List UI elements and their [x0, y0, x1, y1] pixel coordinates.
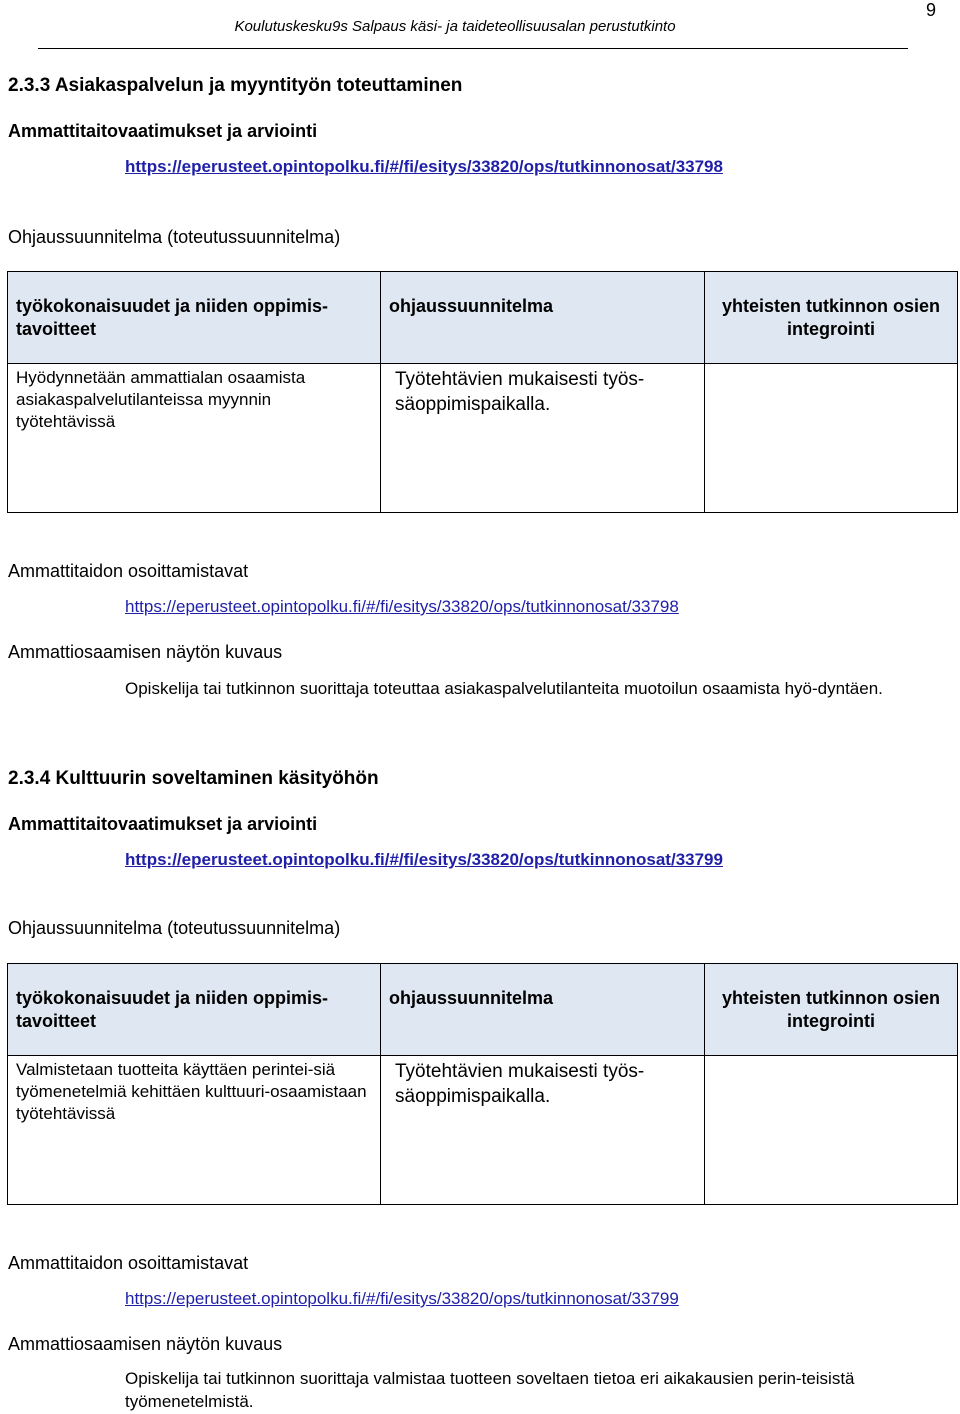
column-header-guidance-plan: ohjaussuunnitelma: [381, 964, 705, 1056]
section-heading-2-3-4: 2.3.4 Kulttuurin soveltaminen käsityöhön: [8, 768, 379, 789]
demonstration-label: Ammattitaidon osoittamistavat: [8, 561, 249, 581]
requirements-label: Ammattitaitovaatimukset ja arviointi: [8, 121, 318, 141]
demonstration-label: Ammattitaidon osoittamistavat: [8, 1253, 249, 1273]
plan-table-header-row: [8, 964, 958, 1056]
page-number: 9: [925, 0, 936, 20]
plan-table: [7, 271, 958, 513]
plan-label: Ohjaussuunnitelma (toteutussuunnitelma): [8, 227, 341, 247]
column-header-work-units: työkokonaisuudet ja niiden oppimis-tavoitteet: [8, 964, 381, 1056]
section-heading-2-3-3: 2.3.3 Asiakaspalvelun ja myyntityön toteuttaminen: [8, 75, 463, 96]
demonstration-link[interactable]: https://eperusteet.opintopolku.fi/#/fi/esitys/33820/ops/tutkinnonosat/33798: [125, 597, 679, 616]
description-label: Ammattiosaamisen näytön kuvaus: [8, 1334, 283, 1354]
cell-guidance-plan: Työtehtävien mukaisesti työs-säoppimispaikalla.: [381, 364, 705, 513]
plan-table-row: [8, 1056, 958, 1205]
description-text: Opiskelija tai tutkinnon suorittaja valmistaa tuotteen soveltaen tietoa eri aikakausien perin-teisistä työmenetelmistä.: [125, 1369, 855, 1411]
description-label: Ammattiosaamisen näytön kuvaus: [8, 642, 283, 662]
cell-guidance-plan: Työtehtävien mukaisesti työs-säoppimispaikalla.: [381, 1056, 705, 1205]
cell-work-units: Hyödynnetään ammattialan osaamista asiakaspalvelutilanteissa myynnin työtehtävissä: [8, 364, 381, 513]
requirements-link[interactable]: https://eperusteet.opintopolku.fi/#/fi/esitys/33820/ops/tutkinnonosat/33799: [125, 850, 723, 869]
description-text: Opiskelija tai tutkinnon suorittaja toteuttaa asiakaspalvelutilanteita muotoilun osaamista hyö-dyntäen.: [125, 679, 883, 698]
cell-work-units: Valmistetaan tuotteita käyttäen perintei-siä työmenetelmiä kehittäen kulttuuri-osaamistaan työtehtävissä: [8, 1056, 381, 1205]
column-header-integration: yhteisten tutkinnon osien integrointi: [705, 964, 958, 1056]
cell-integration: [705, 1056, 958, 1205]
plan-label: Ohjaussuunnitelma (toteutussuunnitelma): [8, 918, 341, 938]
column-header-work-units: työkokonaisuudet ja niiden oppimis-tavoitteet: [8, 272, 381, 364]
header-divider: [38, 48, 908, 49]
cell-integration: [705, 364, 958, 513]
running-header: Koulutuskesku9s Salpaus käsi- ja taideteollisuusalan perustutkinto: [234, 18, 676, 35]
requirements-link[interactable]: https://eperusteet.opintopolku.fi/#/fi/esitys/33820/ops/tutkinnonosat/33798: [125, 157, 723, 176]
column-header-integration: yhteisten tutkinnon osien integrointi: [705, 272, 958, 364]
requirements-label: Ammattitaitovaatimukset ja arviointi: [8, 814, 318, 834]
plan-table-row: [8, 364, 958, 513]
column-header-guidance-plan: ohjaussuunnitelma: [381, 272, 705, 364]
plan-table-header-row: [8, 272, 958, 364]
demonstration-link[interactable]: https://eperusteet.opintopolku.fi/#/fi/esitys/33820/ops/tutkinnonosat/33799: [125, 1289, 679, 1308]
plan-table: [7, 963, 958, 1205]
